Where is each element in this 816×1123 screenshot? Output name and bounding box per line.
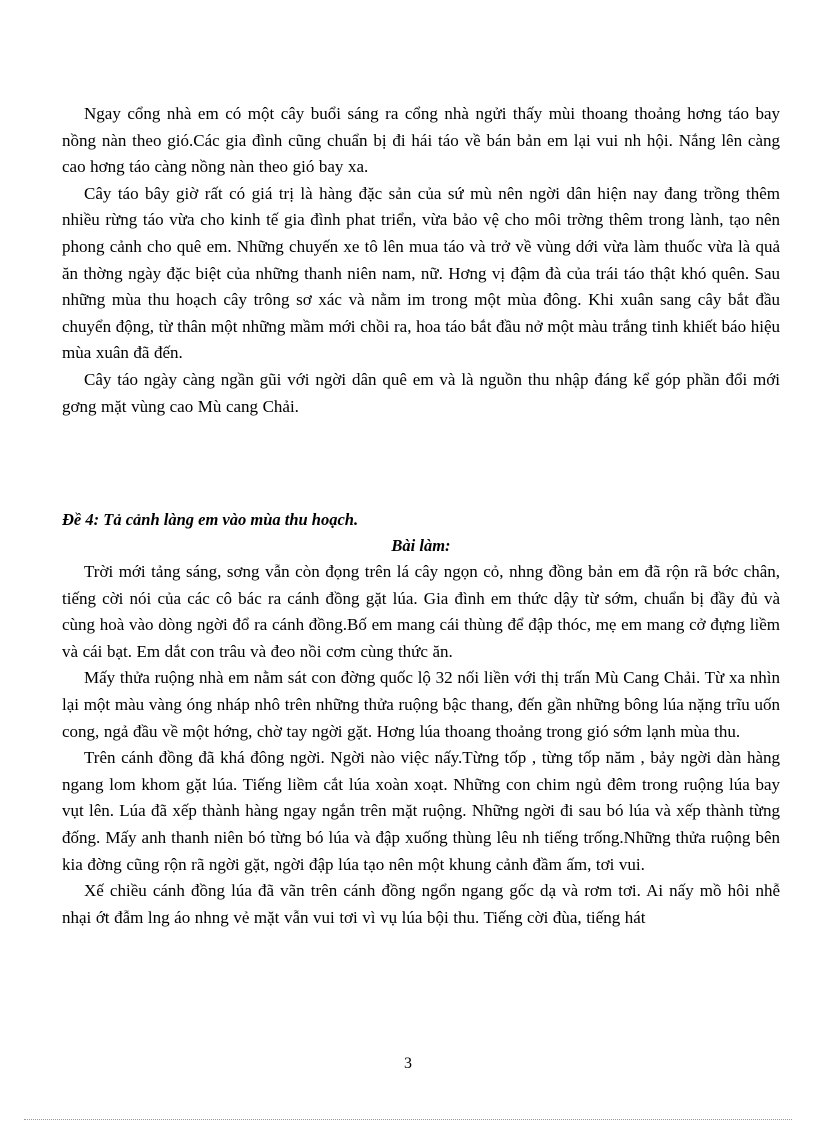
paragraph: Trời mới tảng sáng, sơng vẫn còn đọng trên lá cây ngọn cỏ, nhng đồng bản em đã rộn rã bớc chân, tiếng cời nói của các cô bác ra cánh đồng gặt lúa. Gia đình em thức dậy từ sớm, chuẩn bị đầy đủ và cùng hoà vào dòng ngời đổ ra cánh đồng.Bố em mang cái thùng để đập thóc, mẹ em mang cở đựng liềm và cái bạt. Em dắt con trâu và đeo nồi cơm cùng thức ăn. — [62, 562, 780, 661]
paragraph: Cây táo ngày càng ngần gũi với ngời dân quê em và là nguồn thu nhập đáng kể góp phần đổi mới gơng mặt vùng cao Mù cang Chải. — [62, 369, 780, 416]
paragraph: Trên cánh đồng đã khá đông ngời. Ngời nào việc nấy.Từng tốp , từng tốp năm , bảy ngời dàn hàng ngang lom khom gặt lúa. Tiếng liềm cắt lúa xoàn xoạt. Những con chim ngủ đêm trong ruộng lúa bay vụt lên. Lúa đã xếp thành hàng ngay ngắn trên mặt ruộng. Những ngời đi sau bó lúa và xếp thành từng đống. Mấy anh thanh niên bó từng bó lúa và đập xuống thùng lêu nh tiếng trống.Những thửa ruộng bên kia đờng cũng rộn rã ngời gặt, ngời đập lúa tạo nên một khung cảnh đầm ấm, tơi vui. — [62, 748, 780, 874]
paragraph: Xế chiều cánh đồng lúa đã vãn trên cánh đồng ngổn ngang gốc dạ và rơm tơi. Ai nấy mồ hôi nhễ nhại ớt đẫm lng áo nhng vẻ mặt vẫn vui tơi vì vụ lúa bội thu. Tiếng cời đùa, tiếng hát — [62, 881, 780, 927]
section-intro — [62, 101, 780, 420]
page-bottom-divider — [24, 1119, 792, 1120]
section-essay-4 — [62, 507, 780, 931]
paragraph: Mấy thửa ruộng nhà em nằm sát con đờng quốc lộ 32 nối liền với thị trấn Mù Cang Chải. Từ xa nhìn lại một màu vàng óng nháp nhô trên những thửa ruộng bậc thang, đến gần những bông lúa nặng trĩu uốn cong, ngả đầu về một hớng, chờ tay ngời gặt. Hơng lúa thoang thoảng trong gió sớm lạnh mùa thu. — [62, 668, 780, 741]
paragraph: Cây táo bây giờ rất có giá trị là hàng đặc sản của sứ mù nên ngời dân hiện nay đang trồng thêm nhiều rừng táo vừa cho kinh tế gia đình phat triển, vừa bảo vệ cho môi trờng thêm trong lành, tạo nên phong cảnh cho quê em. Những chuyến xe tô lên mua táo và trở về vùng dới vừa làm thuốc vừa là quả ăn thờng ngày đặc biệt của những thanh niên nam, nữ. Hơng vị đậm đà của trái táo thật khó quên. Sau những mùa thu hoạch cây trông sơ xác và nằm im trong một mùa đông. Khi xuân sang cây bắt đầu chuyển động, từ thân một những mầm mới chồi ra, hoa táo bắt đầu nở một màu trắng tinh khiết báo hiệu mùa xuân đã đến. — [62, 183, 780, 363]
paragraph: Ngay cổng nhà em có một cây buổi sáng ra cổng nhà ngửi thấy mùi thoang thoảng hơng táo bay nồng nàn theo gió.Các gia đình cũng chuẩn bị đi hái táo về bán bản em lại vui nh hội. Nắng lên càng cao hơng táo càng nồng nàn theo gió bay xa. — [62, 104, 780, 177]
essay-heading: Đề 4: Tả cảnh làng em vào mùa thu hoạch. — [62, 510, 359, 529]
essay-subheading: Bài làm: — [391, 536, 451, 555]
page-number: 3 — [404, 1055, 412, 1072]
